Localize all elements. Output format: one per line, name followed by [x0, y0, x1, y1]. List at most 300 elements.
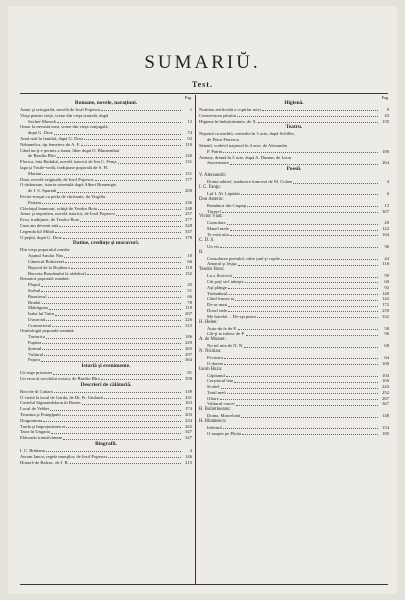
dot-leader [234, 378, 378, 382]
dot-leader [57, 153, 181, 157]
entry-title: Patraru [28, 199, 42, 205]
entry-page: 68 [384, 343, 389, 349]
entry-title: Consolare [207, 220, 226, 226]
dot-leader [224, 361, 378, 365]
dot-leader [41, 282, 181, 286]
dot-leader [55, 311, 181, 315]
entry-page: 140 [382, 290, 389, 296]
entry-title: Un vis [207, 243, 220, 249]
entry-title: Omor la nevastă mea, scene din vieţa conjugală, [20, 124, 109, 130]
entry-title: Fecior-moşut cu perla de chrisoate, de Virgiliu [20, 193, 106, 199]
dot-leader [257, 314, 378, 318]
entry-page: 347 [185, 429, 192, 435]
entry-page: 118 [185, 264, 192, 270]
dot-leader [245, 279, 378, 283]
dot-leader [64, 253, 181, 257]
entry-title: Nepotul ca unchiŭ, comedia în 3 acte, după Schiller, [199, 131, 295, 137]
entry-title: Mătrăguna [28, 305, 48, 311]
entry-page: 1 [189, 107, 192, 112]
entry-page: 100 [382, 360, 389, 366]
entry-page: 64 [384, 354, 389, 360]
entry-page: 44 [384, 255, 389, 261]
entry-page: 367 [382, 401, 389, 407]
entry-title: O dorere [207, 360, 224, 366]
entry-page: 110 [185, 141, 192, 147]
dot-leader [54, 130, 181, 134]
entry-page: 152 [185, 270, 192, 276]
entry-title: Vulturul [28, 351, 44, 357]
entry-title: Pupăza [28, 340, 42, 346]
entry-title: Aşĭ plânge [207, 284, 227, 290]
dot-leader [42, 346, 181, 350]
author-heading: Iacob Buzu: [199, 366, 223, 372]
entry-title: Bucuria Românului la sărbătorĭ [28, 270, 86, 276]
dot-leader [220, 396, 378, 400]
entry-page: 120 [185, 153, 192, 159]
entry-title: Nu mĭ uita de N. N. [207, 343, 244, 349]
entry-title: Iarba luĭ Tatin [28, 311, 54, 317]
entry-title: Amor şi nepotism, novelă istorică, de Iosif Popescu [20, 211, 115, 217]
dot-leader [236, 401, 378, 405]
entry-title: de Petru Petrescu [207, 137, 239, 143]
dot-leader [237, 113, 378, 117]
entry-page: 154 [382, 425, 389, 431]
entry-page: 163 [185, 400, 192, 406]
dot-leader [42, 200, 181, 204]
entry-page: 4 [189, 448, 192, 454]
entry-title: Erva, tradiţiune, de Teodor Bota [20, 217, 80, 223]
entry-title: Din vieţa poporuluĭ român: [20, 247, 71, 253]
dot-leader [95, 177, 181, 181]
entry-page: 207 [185, 311, 192, 317]
entry-page: 92 [187, 135, 192, 141]
entry-page: 116 [382, 261, 389, 267]
entry-title: Ajunul Anului Nou [28, 253, 64, 259]
entry-title: Dragomirna [20, 417, 43, 423]
dot-leader [41, 288, 181, 292]
entry-title: Bujorul de la Bojdeuca [28, 264, 71, 270]
dot-leader [247, 203, 378, 207]
entry-title: Dina, novelă originală, de Iosif Popescu [20, 176, 94, 182]
entry-page: 58 [384, 325, 389, 331]
dot-leader [116, 211, 181, 215]
entry-title: Doina iubireĭ, traducere francesă de M. Cohen [207, 179, 293, 185]
entry-title: Honoré de Balzac, de I. B. [20, 459, 69, 465]
entry-page: 4 [386, 179, 389, 185]
entry-page: 337 [185, 228, 192, 234]
entry-title: Castelul Sigmundskron în Bozen [20, 400, 81, 406]
entry-page: 66 [187, 293, 192, 299]
entry-page: 264 [382, 160, 389, 166]
entry-title: Clăvărţul înamorat, schiţă de Teodor Bota [20, 205, 97, 211]
entry-page: 234 [185, 417, 192, 423]
entry-title: Sacher-Masoch [28, 118, 57, 124]
author-heading: H. Rhatnescu: [199, 419, 227, 425]
entry-page: 160 [382, 378, 389, 384]
dot-leader [54, 389, 181, 393]
entry-page: 262 [185, 423, 192, 429]
entry-title: Cerşitorul bun [207, 378, 234, 384]
dot-leader [228, 302, 378, 306]
dot-leader [101, 376, 181, 380]
entry-page: 10 [187, 253, 192, 259]
dot-leader [238, 326, 378, 330]
entry-title: Eldorado transilvănean [20, 435, 63, 441]
dot-leader [229, 291, 378, 295]
dot-leader [46, 448, 181, 452]
dot-leader [44, 352, 181, 356]
entry-page: 9 [386, 107, 389, 112]
entry-title: Doina, Marcelonă [207, 413, 241, 419]
entry-page: 378 [185, 234, 192, 240]
entry-title: Sorbul [28, 287, 41, 293]
entry-title: Săteniĭ, vodevil naţional în 4 acte, de Alexandru [199, 142, 288, 148]
dot-leader [244, 343, 378, 347]
entry-title: Auto-da fe de P. [207, 325, 237, 331]
entry-title: O răsbunare, istoria orientală după Albert Bonnergiu [20, 182, 117, 188]
entry-page: 66 [187, 258, 192, 264]
entry-page: 252 [382, 389, 389, 395]
author-heading: Teodor Bota: [199, 267, 225, 273]
entry-title: Ornitologiă poporală română: [20, 328, 75, 334]
entry-page: 347 [185, 435, 192, 441]
entry-title: după G. Droz [28, 130, 53, 136]
entry-page: 12 [187, 118, 192, 124]
entry-title: Antony, dramă în 5 acte, după A. Dumas, de Leon [199, 154, 291, 160]
entry-page: 45 [187, 282, 192, 288]
entry-title: Turda şi împrejurimea ei [20, 423, 66, 429]
entry-page: 215 [185, 459, 192, 465]
entry-title: Conservarea părului [199, 112, 237, 118]
entry-title: Când frunza ta [207, 296, 235, 302]
dot-leader [42, 340, 181, 344]
entry-title: Higiena în îmbrăcăminte, de X. [199, 118, 257, 124]
entry-page: 297 [185, 351, 192, 357]
dot-leader [57, 188, 181, 192]
right-column [199, 95, 389, 437]
entry-title: Un rege prizonier [20, 370, 53, 376]
entry-page: 164 [382, 231, 389, 237]
entry-page: 81 [187, 370, 192, 376]
toc-entry [199, 431, 389, 437]
dot-leader [41, 357, 181, 361]
section-heading: Istoriă şi evenimente. [81, 363, 131, 370]
entry-page: 332 [382, 313, 389, 319]
entry-page: 248 [185, 205, 192, 211]
entry-title: Bradul [28, 299, 41, 305]
entry-title: Pajura [28, 357, 40, 363]
entry-page: 146 [185, 453, 192, 459]
entry-page: 78 [187, 299, 192, 305]
dot-leader [230, 226, 378, 230]
entry-page: 315 [185, 322, 192, 328]
entry-title: Bocche di Cattaro [20, 388, 54, 394]
entry-title: Românca din Carpaţi [207, 202, 247, 208]
entry-page: 277 [185, 217, 192, 223]
entry-title: Lacul de Veldes [20, 406, 50, 412]
entry-title: Infernul [207, 425, 222, 431]
dot-leader [49, 305, 181, 309]
entry-page: 122 [382, 226, 389, 232]
dot-leader [233, 273, 378, 277]
dot-leader [42, 171, 181, 175]
dot-leader [55, 229, 181, 233]
entry-title: Terasina şi Frangipani [20, 412, 61, 418]
dot-leader [108, 454, 181, 458]
dot-leader [101, 107, 181, 111]
entry-title: de Basiliu Bîro [28, 153, 56, 159]
entry-title: Trubadurul [207, 290, 228, 296]
author-heading: I. C. Fanţu: [199, 184, 221, 190]
dot-leader [228, 308, 378, 312]
dot-leader [48, 294, 181, 298]
dot-leader [223, 425, 378, 429]
section-heading: Teatru. [285, 124, 303, 131]
entry-title: Marian [28, 170, 42, 176]
entry-title: Fecioara [207, 354, 223, 360]
entry-title: I. C. Brătianu [20, 448, 46, 454]
entry-page: 243 [382, 384, 389, 390]
entry-page: 177 [185, 176, 192, 182]
entry-page: 131 [185, 159, 192, 165]
dot-leader [227, 390, 378, 394]
dot-leader [235, 296, 378, 300]
entry-page: 142 [382, 296, 389, 302]
entry-title: Nutrirea artificială a copiilor mici [199, 107, 261, 112]
entry-title: De-ar muri [207, 302, 228, 308]
entry-page: 90 [384, 331, 389, 337]
page-title: SUMARIŬ. [144, 52, 261, 73]
entry-title: Usturoiul [28, 316, 46, 322]
author-heading: Don Asterio: [199, 196, 224, 202]
dot-leader [50, 406, 181, 410]
section-heading: Descrieri de călătoriă. [80, 381, 132, 388]
entry-page: 135 [382, 118, 389, 124]
dot-leader [227, 220, 378, 224]
entry-title: Busuiocul [28, 293, 47, 299]
header-rule [20, 93, 388, 94]
entry-page: 174 [185, 406, 192, 412]
entry-page: 74 [187, 130, 192, 136]
entry-title: Dorul stele [207, 307, 228, 313]
entry-page: 259 [382, 307, 389, 313]
entry-title: Crasnaciorul [28, 322, 52, 328]
entry-title: Te voiŭ uita [207, 231, 229, 237]
dot-leader [71, 265, 181, 269]
entry-page: 51 [187, 287, 192, 293]
entry-title: Maneĭ mele [207, 226, 229, 232]
entry-title: Cântecul Bobotezei [28, 258, 65, 264]
entry-page: 6 [386, 190, 389, 196]
dot-leader [226, 373, 378, 377]
entry-page: 364 [185, 357, 192, 363]
entry-page: 226 [185, 316, 192, 322]
dot-leader [82, 400, 181, 404]
column-divider [195, 95, 196, 585]
entry-page: 139 [185, 388, 192, 394]
author-heading: H. Heine: [199, 319, 218, 325]
entry-page: 20 [384, 220, 389, 226]
entry-title: Plopul [28, 282, 40, 288]
entry-title: Me întrebă ... De-aşi putea [207, 313, 256, 319]
dot-leader [46, 317, 181, 321]
entry-page: 307 [382, 208, 389, 214]
entry-page: 200 [185, 188, 192, 194]
section-heading: Higienă. [284, 100, 304, 106]
entry-page: 92 [384, 284, 389, 290]
dot-leader [281, 256, 378, 260]
entry-title: Nebunešca, tip femeiesc de A. F. [20, 141, 81, 147]
dot-leader [241, 413, 378, 417]
dot-leader [63, 235, 181, 239]
entry-title: Iaga şi Vasile-vodă, tradiţiune poporală de S. Fl. [20, 164, 109, 170]
entry-page: 148 [382, 413, 389, 419]
dot-leader [230, 232, 378, 236]
entry-page: 43 [384, 112, 389, 118]
dot-leader [80, 217, 181, 221]
entry-page: 180 [382, 148, 389, 154]
left-column [20, 95, 192, 465]
entry-title: O noapte pe Plotia [207, 430, 242, 436]
entry-title: Totul meŭ [207, 389, 226, 395]
dot-leader [84, 136, 181, 140]
entry-title: Vulturul crucei [207, 401, 235, 407]
entry-title: Legenda luĭ Mihaĭ [20, 228, 54, 234]
dot-leader [293, 179, 378, 183]
author-heading: B. [199, 249, 204, 255]
footer-rule [20, 584, 388, 585]
entry-title: Florica, fata Baduluĭ, novelă istorică de Ion C. Fenţa [20, 159, 117, 165]
entry-page: 172 [382, 302, 389, 308]
dot-leader [42, 300, 181, 304]
entry-page: 328 [185, 222, 192, 228]
entry-page: 119 [185, 305, 192, 311]
dot-leader [242, 431, 378, 435]
entry-page: 185 [382, 430, 389, 436]
dot-leader [70, 460, 181, 464]
entry-title: La o floricică [207, 273, 232, 279]
dot-leader [262, 107, 378, 111]
dot-leader [53, 370, 181, 374]
section-heading: Biografii. [95, 441, 117, 448]
dot-leader [81, 142, 181, 146]
entry-page: 236 [185, 199, 192, 205]
entry-title: Amorul şi feţişa [207, 261, 237, 267]
entry-page: 151 [185, 170, 192, 176]
author-heading: B. Bolintineanu: [199, 407, 231, 413]
dot-leader [238, 261, 378, 265]
dot-leader [87, 271, 181, 275]
dot-leader [224, 355, 378, 359]
dot-leader [258, 119, 378, 123]
author-heading: C. D. S. [199, 237, 215, 243]
entry-title: Când nu-ţi e permis a fuma, liber după O. Blumenthal [20, 147, 120, 153]
entry-title: Şoimul [28, 345, 42, 351]
entry-title: Un erou al secolului nostru, de Basiliu Bîro [20, 376, 100, 382]
dot-leader [220, 244, 378, 248]
entry-title: Căt poţĭ să-ĭ iubeşte [207, 278, 244, 284]
entry-title: de I. S. Spartali [28, 188, 57, 194]
dot-leader [246, 331, 378, 335]
dot-leader [228, 285, 378, 289]
dot-leader [223, 149, 378, 153]
entry-page: 104 [382, 372, 389, 378]
dot-leader [118, 159, 181, 163]
entry-title: Tatra în Ungaria [20, 429, 51, 435]
entry-title: O peţită, după G. Droz [20, 234, 62, 240]
dot-leader [65, 259, 181, 263]
entry-title: Turturica [28, 334, 45, 340]
entry-page: 203 [185, 412, 192, 418]
entry-page: 267 [382, 395, 389, 401]
entry-title: Avram Iancu, regele munţilor, de Iosif Popescu [20, 453, 107, 459]
entry-page: 59 [384, 273, 389, 279]
entry-page: 36 [384, 243, 389, 249]
dot-leader [62, 412, 181, 416]
entry-page: 60 [384, 278, 389, 284]
entry-title: Cum am devenit tată [20, 222, 59, 228]
entry-title: Anul noŭ în familiă, după G. Droz [20, 135, 84, 141]
entry-page: 257 [185, 211, 192, 217]
entry-title: Consolarea poetuluĭ, către junĭ şi copile [207, 255, 280, 261]
entry-title: Tăcere! [207, 208, 222, 214]
entry-title: Luĭ I. Al. Lăpădat [207, 190, 240, 196]
dot-leader [59, 223, 181, 227]
dot-leader [46, 334, 181, 338]
entry-title: Vieţa pentru vieţă, scene din vieţa teatrală, după [20, 112, 109, 118]
section-heading: Datine, credinţe şi moravuri. [72, 240, 140, 247]
entry-page: 358 [185, 376, 192, 382]
page-label-right: Pag. [381, 95, 389, 100]
dot-leader [51, 429, 181, 433]
toc-entry [20, 460, 192, 466]
dot-leader [222, 209, 378, 213]
author-heading: A. de Musset: [199, 337, 226, 343]
dot-leader [230, 160, 378, 164]
entry-title: Cât-ţi te iubesc de P. [207, 331, 245, 337]
entry-title: Botanică poporală română: [20, 276, 70, 282]
section-heading: Poesiĭ. [286, 166, 302, 173]
dot-leader [241, 191, 378, 195]
dot-leader [63, 435, 181, 439]
author-heading: N. Nicolau: [199, 348, 222, 354]
entry-title: O vizită la lacul de Garda, de Dr. Fr. Umlauft [20, 394, 104, 400]
dot-leader [57, 119, 181, 123]
entry-title: Scobel [207, 384, 220, 390]
dot-leader [52, 323, 181, 327]
dot-leader [104, 395, 181, 399]
entry-title: Jouvermace [207, 160, 229, 166]
entry-page: 265 [185, 345, 192, 351]
dot-leader [66, 424, 181, 428]
entry-page: 231 [185, 394, 192, 400]
entry-title: Căpitanul [207, 372, 225, 378]
entry-page [295, 131, 305, 137]
entry-page: 229 [185, 340, 192, 346]
entry-title: Amor şi ortografiă, novelă de Iosif Popescu [20, 107, 101, 112]
entry-page: 186 [185, 334, 192, 340]
dot-leader [43, 418, 181, 422]
dot-leader [221, 384, 378, 388]
author-heading: V. Alecsandri: [199, 173, 227, 179]
entry-page: 12 [384, 202, 389, 208]
entry-title: Oftare [207, 395, 219, 401]
section-heading: Romane, novele, naraţiuni. [74, 100, 138, 106]
dot-leader [98, 206, 181, 210]
author-heading: Victor Vlad: [199, 214, 223, 220]
page-subtitle: Test. [192, 80, 213, 89]
entry-title: P. Patriu [207, 148, 223, 154]
